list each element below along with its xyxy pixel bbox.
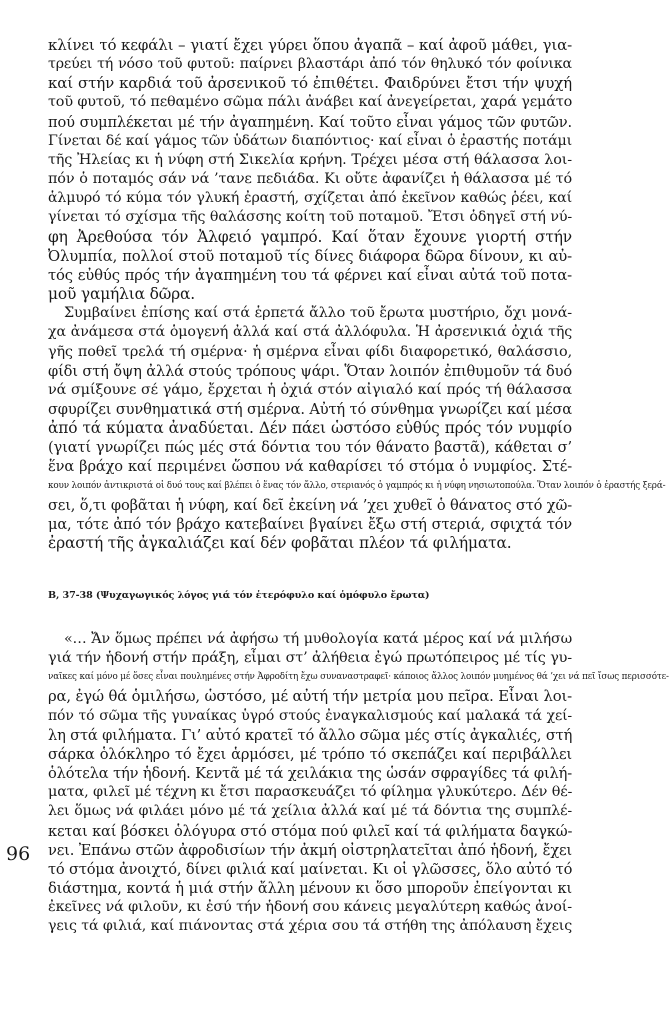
text-line: κουν λοιπόν ἀντικριστά οἱ δυό τους καί βλέπει ὁ ἕνας τόν ἄλλο, στεριανός ὁ γαμπρός κι ἡ νύφη νησιωτοπούλα. Ὅταν λοιπόν ὁ ἐραστής ξερά- [48,480,666,491]
text-line: Γίνεται δέ καί γάμος τῶν ὑδάτων διαπόντιος· καί εἶναι ὁ ἐραστής ποτάμι [48,132,572,149]
text-line: ρα, ἐγώ θά ὁμιλήσω, ὡστόσο, μέ αὐτή τήν μετρία μου πεῖρα. Εἶναι λοι- [48,688,572,706]
text-line: μα, τότε ἀπό τόν βράχο κατεβαίνει βγαίνει ἔξω στή στεριά, σφιχτά τόν [48,515,572,533]
text-line: φίδι στή ὄψη ἀλλά στούς τρόπους ψάρι. Ὅταν λοιπόν ἐπιθυμοῦν τά δυό [48,362,572,380]
text-line: λη στά φιλήματα. Γι’ αὐτό κρατεῖ τό ἄλλο σῶμα μές στίς ἀγκαλιές, στή [48,726,573,744]
text-line: κλίνει τό κεφάλι – γιατί ἔχει γύρει ὅπου ἀγαπᾶ – καί ἀφοῦ μάθει, για- [48,36,572,54]
text-line: σει, ὅ,τι φοβᾶται ἡ νύφη, καί δεῖ ἐκείνη νά ’χει χυθεῖ ὁ θάνατος στό χῶ- [48,496,572,514]
text-line: τρεύει τή νόσο τοῦ φυτοῦ: παίρνει βλαστάρι ἀπό τόν θηλυκό τόν φοίνικα [48,56,572,73]
text-line: λει ὅμως νά φιλάει μόνο μέ τά χείλια ἀλλά καί μέ τά δόντια της συμπλέ- [48,803,572,820]
text-line: ἁλμυρό τό κύμα τόν γλυκή ἐραστή, σχίζεται ἀπό ἐκεῖνον καθώς ῥέει, καί [48,190,572,207]
text-line: Ὀλυμπία, πολλοί στοῦ ποταμοῦ τίς δίνες διάφορα δῶρα δίνουν, κι αὐ- [48,247,572,265]
text-line: νει. Ἐπάνω στῶν ἀφροδισίων τήν ἀκμή οἰστρηλατεῖται ἀπό ἡδονή, ἔχει [48,841,572,859]
source-caption: Β, 37-38 (Ψυχαγωγικός λόγος γιά τόν ἑτερόφυλο καί ὁμόφυλο ἔρωτα) [48,590,430,601]
text-line: γιά τήν ἡδονή στήν πράξη, εἶμαι στ’ ἀλήθεια ἐγώ πρωτόπειρος μέ τίς γυ- [48,650,572,667]
text-line: τοῦ φυτοῦ, τό πεθαμένο σῶμα πάλι ἀνάβει καί ἀνεγείρεται, χαρά γεμάτο [48,94,573,111]
text-line: κεται καί βόσκει ὁλόγυρα στό στόμα πού φιλεῖ καί τά φιλήματα δαγκώ- [48,822,573,840]
text-line: ἕνα βράχο καί περιμένει ὥσπου νά καθαρίσει τό στόμα ὁ νυμφίος. Στέ- [48,458,572,476]
text-line: ναῖκες καί μόνο μέ ὅσες εἶναι πουλημένες στήν Ἀφροδίτη ἔχω συναναστραφεῖ· κάποιος ἄλλος λοιπόν μυημένος θά ’χει νά πεῖ ἴσως περισσότε- [48,672,669,683]
text-line: γῆς ποθεῖ τρελά τή σμέρνα· ἡ σμέρνα εἶναι φίδι διαφορετικό, θαλάσσιο, [48,343,572,360]
paragraph-first-line: Συμβαίνει ἐπίσης καί στά ἑρπετά ἄλλο τοῦ ἔρωτα μυστήριο, ὄχι μονά- [64,305,572,322]
page-number: 96 [6,843,31,865]
text-line: πού συμπλέκεται μέ τήν ἀγαπημένη. Καί τοῦτο εἶναι γάμος τῶν φυτῶν. [48,113,572,131]
text-line: γίνεται τό σχίσμα τῆς θαλάσσης κοίτη τοῦ ποταμοῦ. Ἔτσι ὁδηγεῖ στή νύ- [48,209,572,226]
text-line: σάρκα ὁλόκληρο τό ἔχει ἁρμόσει, μέ τρόπο τό σκεπάζει καί περιβάλλει [48,745,572,763]
text-line: νά σμίξουνε σέ γάμο, ἔρχεται ἡ ὀχιά στόν αἰγιαλό καί πρός τή θάλασσα [48,381,572,398]
text-line: ἐκεῖνες νά φιλοῦν, κι ἐσύ τήν ἡδονή σου κάνεις μεγαλύτερη καθώς ἀνοί- [48,899,572,916]
text-line: (γιατί γνωρίζει πώς μές στά δόντια του τόν θάνατο βαστᾶ), κάθεται σ’ [48,439,572,457]
text-line: ἀπό τά κύματα ἀναδύεται. Δέν πάει ὡστόσο εὐθύς πρός τόν νυμφίο [48,419,572,438]
quoted-passage [48,630,669,937]
text-line: χα ἀνάμεσα στά ὁμογενή ἀλλά καί στά ἀλλόφυλα. Ἡ ἀρσενικιά ὀχιά τῆς [48,324,572,341]
text-line: σφυρίζει συνθηματικά στή σμέρνα. Αὐτή τό σύνθημα γνωρίζει καί μέσα [48,400,572,418]
text-line: τῆς Ἠλείας κι ἡ νύφη στή Σικελία κρήνη. Τρέχει μέσα στή θάλασσα λοι- [48,151,572,168]
text-line: πόν τό σῶμα τῆς γυναίκας ὑγρό στούς ἐναγκαλισμούς καί μαλακά τά χεί- [48,707,572,724]
text-line: ὁλότελα τήν ἡδονή. Κεντᾶ μέ τά χειλάκια της ὡσάν σφραγίδες τά φιλή- [48,765,572,783]
prose-section-top [48,36,666,553]
text-line: καί στήν καρδιά τοῦ ἀρσενικοῦ τό ἐπιθέτει. Φαιδρύνει ἔτσι τήν ψυχή [48,74,572,93]
text-line: τός εὐθύς πρός τήν ἀγαπημένη του τά φέρνει καί εἶναι αὐτά τοῦ ποτα- [48,266,572,284]
text-line: διάστημα, κοντά ἡ μιά στήν ἄλλη μένουν κι ὅσο μποροῦν ἐπείγονται κι [48,880,572,898]
text-line: μοῦ γαμήλια δῶρα. [48,285,196,304]
text-line: φη Ἀρεθούσα τόν Ἀλφειό γαμπρό. Καί ὅταν ἔχουνε γιορτή στήν [48,227,572,246]
quote-first-line: «… Ἄν ὅμως πρέπει νά ἀφήσω τή μυθολογία κατά μέρος καί νά μιλήσω [64,631,572,647]
text-line: πόν ὁ ποταμός σάν νά ’τανε πεδιάδα. Κι οὔτε ἀφανίζει ἡ θάλασσα μέ τό [48,171,572,188]
text-line: ματα, φιλεῖ μέ τέχνη κι ἔτσι παρασκευάζει τό φίλημα γλυκύτερο. Δέν θέ- [48,784,573,801]
text-line: τό στόμα ἀνοιχτό, δίνει φιλιά καί μαίνεται. Κι οἱ γλῶσσες, ὅλο αὐτό τό [48,860,573,878]
text-line: γεις τά φιλιά, καί πιάνοντας στά χέρια σου τά στήθη της ἀπόλαυση ἔχεις [48,918,572,935]
text-line: ἐραστή τῆς ἀγκαλιάζει καί δέν φοβᾶται πλέον τά φιλήματα. [48,534,512,553]
